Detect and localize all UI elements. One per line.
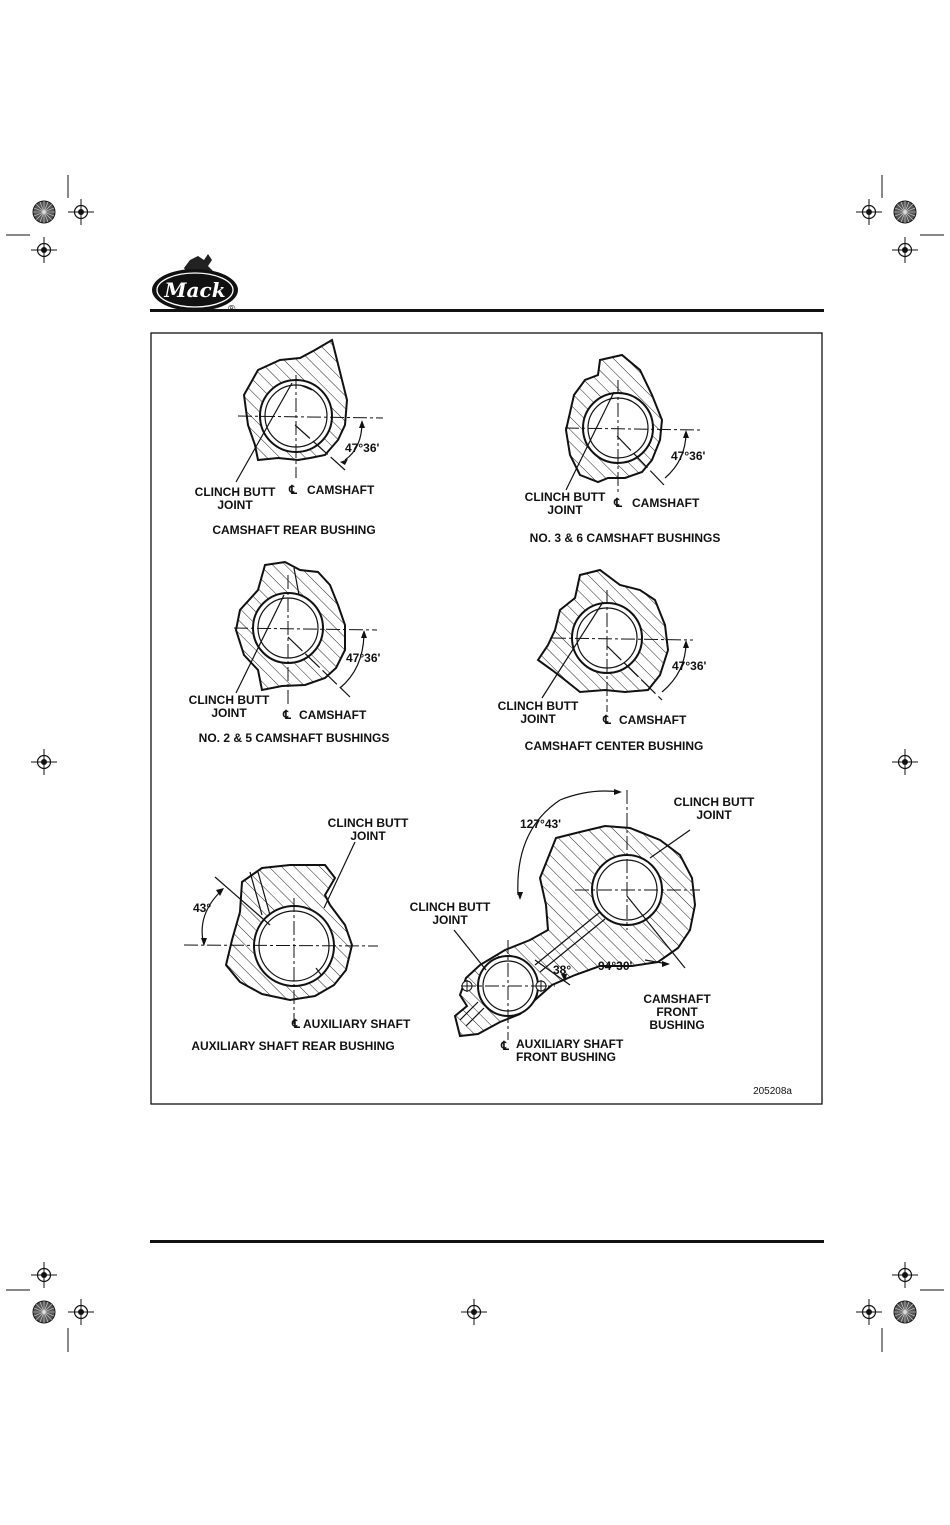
joint-label-line1: CLINCH BUTT <box>497 699 579 713</box>
angle-right-label: 94°30' <box>598 959 633 973</box>
joint-label-line2: JOINT <box>217 498 253 512</box>
centerline-label: AUXILIARY SHAFT <box>303 1017 411 1031</box>
angle-label: 47°36' <box>346 651 381 665</box>
joint-label-line1: CLINCH BUTT <box>188 693 270 707</box>
joint-label-line1: CLINCH BUTT <box>327 816 409 830</box>
logo-wordmark: Mack <box>164 278 226 302</box>
centerline-symbol-icon: ℄ <box>289 483 297 497</box>
panel-front-bushings <box>410 789 755 1064</box>
angle-top-label: 127°43' <box>520 817 562 831</box>
panel-no3-6-camshaft-bushings <box>525 355 721 545</box>
joint-label-line2: JOINT <box>547 503 583 517</box>
panel-title: NO. 2 & 5 CAMSHAFT BUSHINGS <box>198 731 390 745</box>
registration-target-icon <box>31 749 57 775</box>
cam-bushing-label-line3: BUSHING <box>649 1018 705 1032</box>
aux-bushing-label-line1: AUXILIARY SHAFT <box>516 1037 624 1051</box>
aux-bushing-label-line2: FRONT BUSHING <box>516 1050 616 1064</box>
registration-target-icon <box>892 237 918 263</box>
centerline-label: CAMSHAFT <box>632 496 700 510</box>
registration-target-icon <box>461 1299 487 1325</box>
footer-rule <box>150 1240 824 1243</box>
color-target-icon <box>894 201 916 223</box>
header-rule <box>150 309 824 312</box>
registration-target-icon <box>892 1262 918 1288</box>
mack-logo <box>152 254 238 315</box>
panel-title: AUXILIARY SHAFT REAR BUSHING <box>191 1039 395 1053</box>
joint-label-line1: CLINCH BUTT <box>194 485 276 499</box>
registration-target-icon <box>68 1299 94 1325</box>
registration-marks <box>31 199 918 1325</box>
cam-joint-label-line1: CLINCH BUTT <box>673 795 755 809</box>
centerline-symbol-icon: ℄ <box>283 708 291 722</box>
registration-target-icon <box>31 237 57 263</box>
angle-label: 47°36' <box>672 659 707 673</box>
panel-title: CAMSHAFT REAR BUSHING <box>212 523 376 537</box>
cam-bushing-label-line1: CAMSHAFT <box>643 992 711 1006</box>
panel-title: NO. 3 & 6 CAMSHAFT BUSHINGS <box>529 531 721 545</box>
centerline-label: CAMSHAFT <box>307 483 375 497</box>
panel-camshaft-center-bushing <box>498 570 707 753</box>
cam-bushing-label-line2: FRONT <box>656 1005 698 1019</box>
joint-label-line2: JOINT <box>350 829 386 843</box>
registration-target-icon <box>856 1299 882 1325</box>
joint-label-line1: CLINCH BUTT <box>524 490 606 504</box>
joint-label-line2: JOINT <box>520 712 556 726</box>
aux-joint-label-line1: CLINCH BUTT <box>409 900 491 914</box>
panel-no2-5-camshaft-bushings <box>189 562 390 745</box>
angle-label: 43° <box>193 901 212 915</box>
color-target-icon <box>33 1301 55 1323</box>
panel-title: CAMSHAFT CENTER BUSHING <box>524 739 704 753</box>
centerline-label: CAMSHAFT <box>619 713 687 727</box>
figure-id: 205208a <box>753 1086 792 1097</box>
angle-small-label: 38° <box>553 963 572 977</box>
cam-joint-label-line2: JOINT <box>696 808 732 822</box>
color-target-icon <box>894 1301 916 1323</box>
centerline-label: CAMSHAFT <box>299 708 367 722</box>
centerline-symbol-icon: ℄ <box>603 713 611 727</box>
aux-joint-label-line2: JOINT <box>432 913 468 927</box>
crop-marks <box>6 175 944 1352</box>
centerline-symbol-icon: ℄ <box>614 496 622 510</box>
panel-camshaft-rear-bushing <box>195 340 383 537</box>
angle-label: 47°36' <box>671 449 706 463</box>
color-target-icon <box>33 201 55 223</box>
registration-target-icon <box>68 199 94 225</box>
joint-label-line2: JOINT <box>211 706 247 720</box>
registration-target-icon <box>856 199 882 225</box>
panel-auxiliary-shaft-rear-bushing <box>184 816 411 1053</box>
centerline-symbol-icon: ℄ <box>501 1039 509 1053</box>
registration-target-icon <box>892 749 918 775</box>
registration-target-icon <box>31 1262 57 1288</box>
centerline-symbol-icon: ℄ <box>292 1017 300 1031</box>
angle-label: 47°36' <box>345 441 380 455</box>
